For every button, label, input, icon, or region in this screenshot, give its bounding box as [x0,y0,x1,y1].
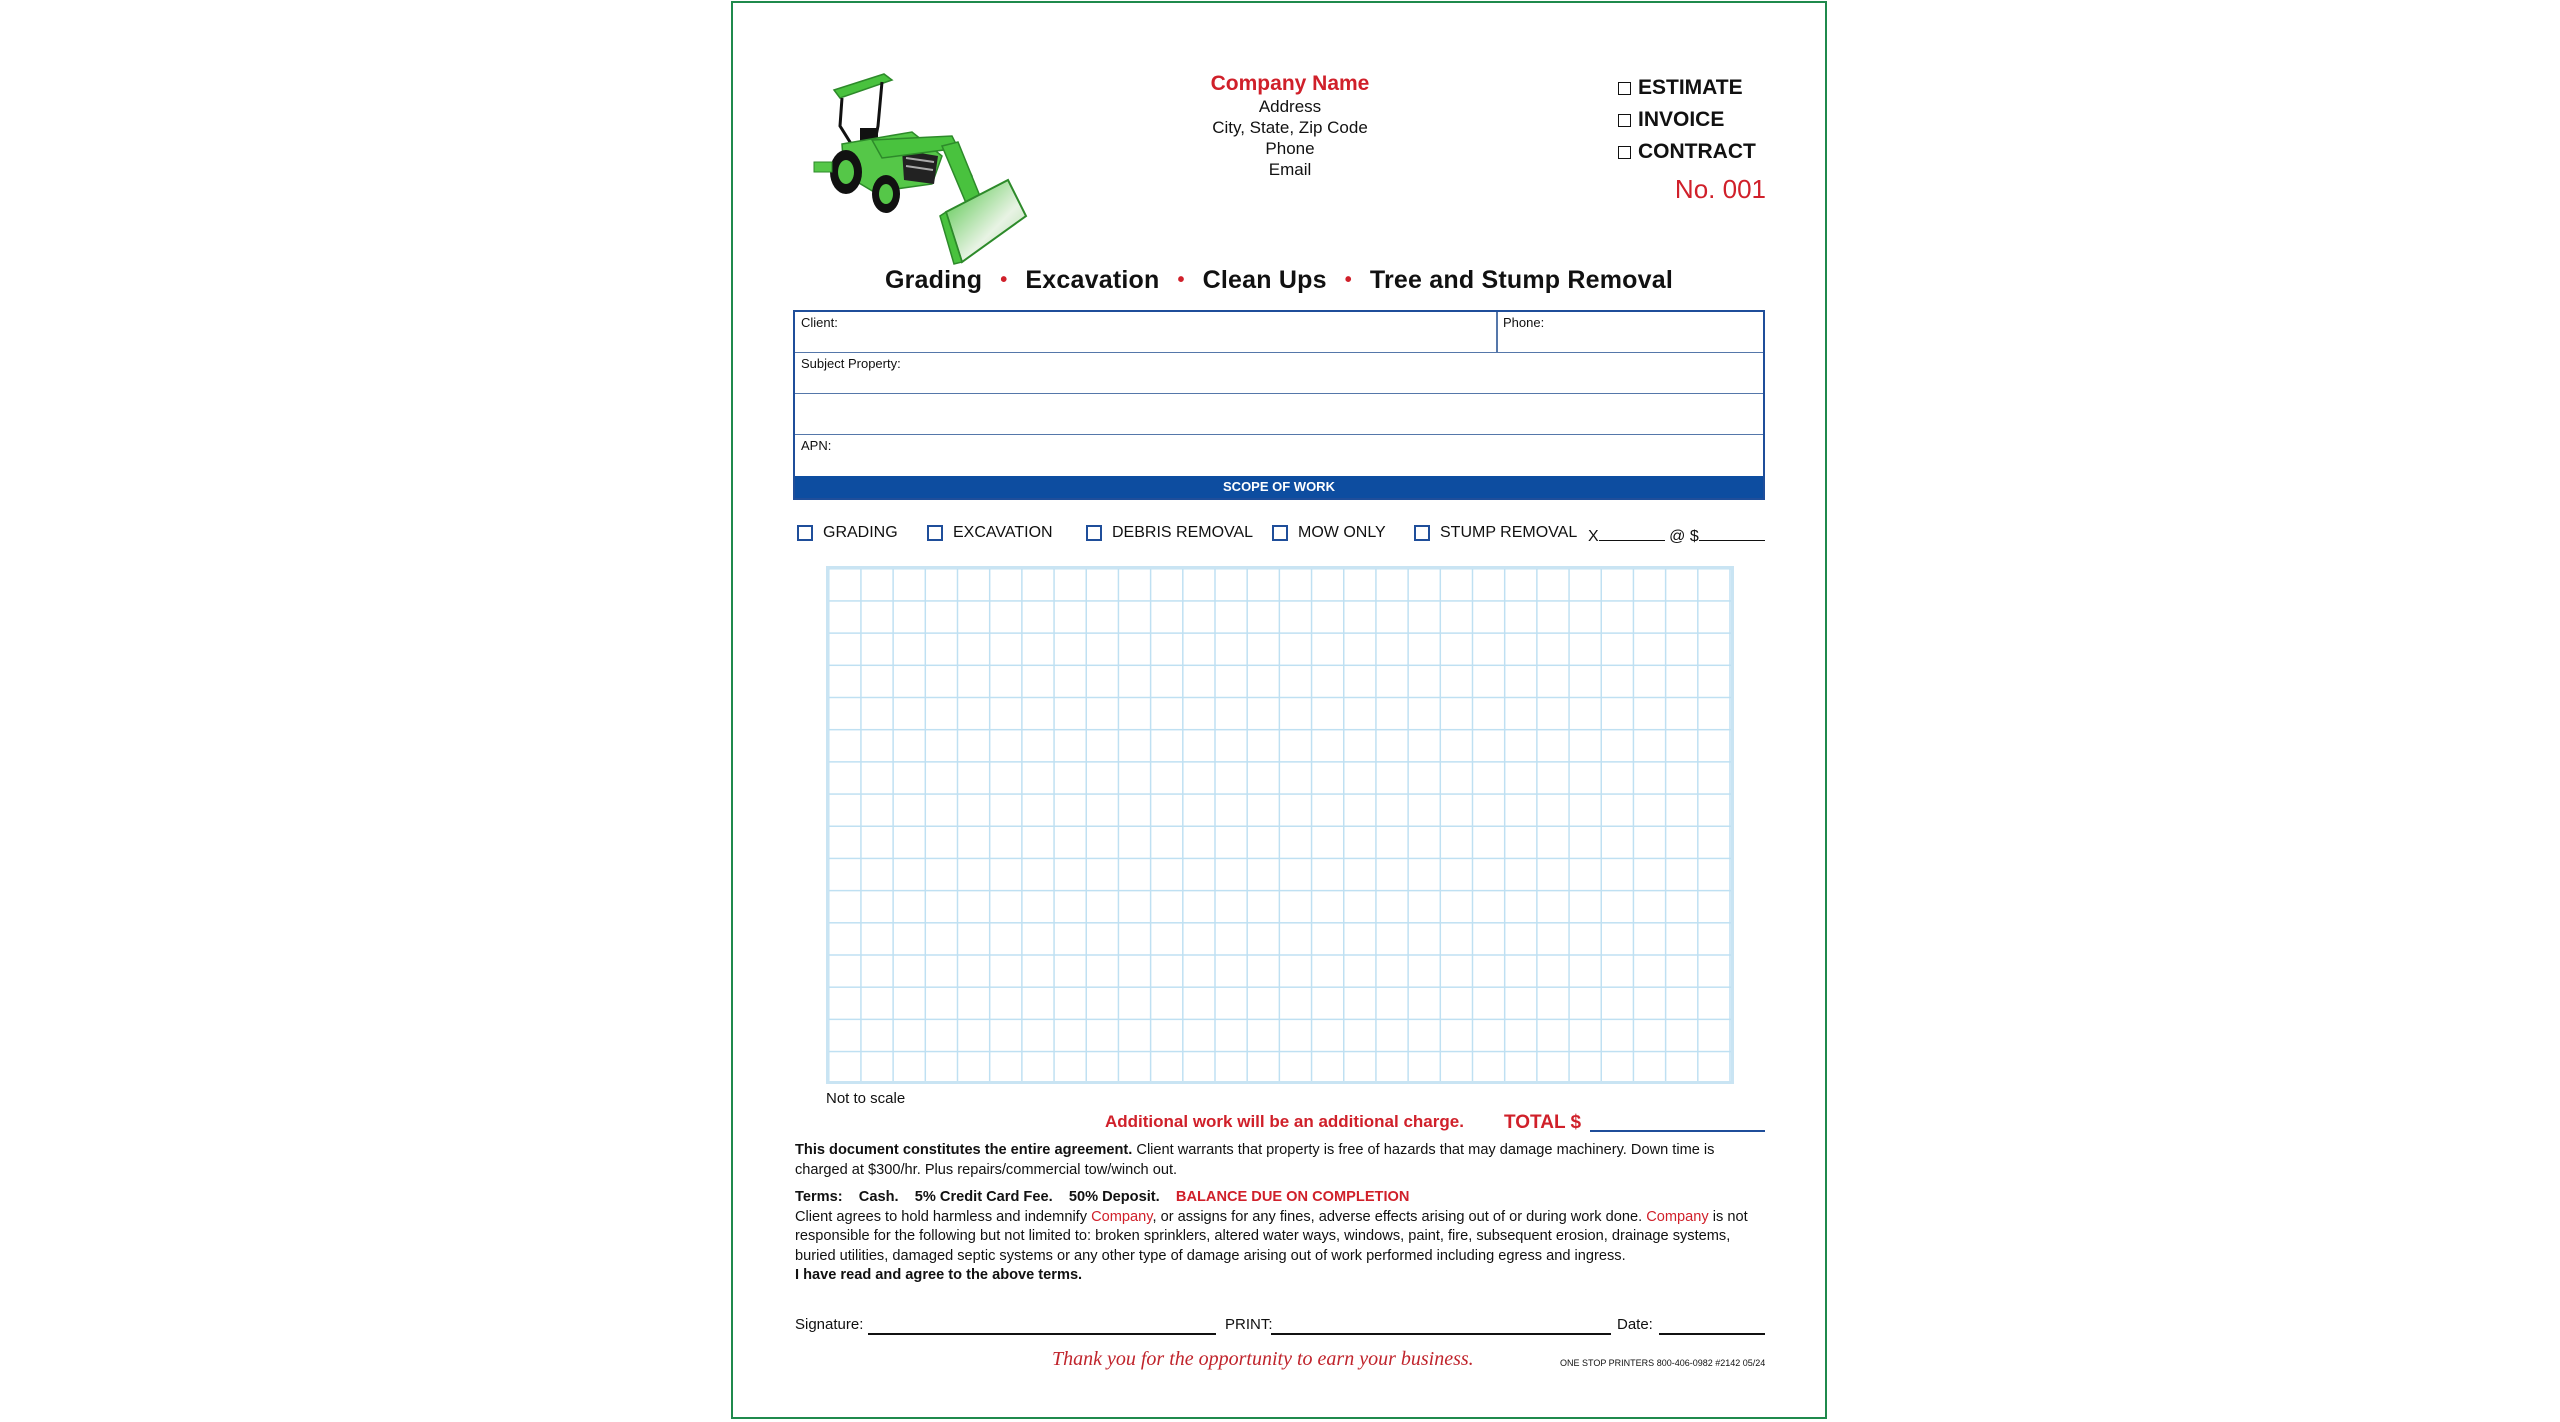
qty-prefix: X [1588,528,1599,545]
date-label: Date: [1617,1316,1653,1333]
divider [1496,312,1498,353]
signature-label: Signature: [795,1316,864,1333]
not-to-scale-note: Not to scale [826,1090,906,1107]
rate-blank[interactable] [1699,526,1765,541]
company-name: Company Name [1210,72,1370,95]
quantity-rate-field [1588,526,1765,546]
scope-option-stump-removal[interactable] [1414,524,1577,542]
bullet-icon: • [1000,269,1008,291]
agree-statement: I have read and agree to the above terms. [795,1267,1083,1283]
company-ref: Company [1091,1208,1153,1225]
thank-you-note: Thank you for the opportunity to earn your business. [1052,1348,1474,1370]
scope-option-label: GRADING [823,524,898,541]
liability-text: is not responsible for the following but not limited to: broken sprinklers, altered water ways, windows, paint, fire, subsequent erosion, drainage systems, buried utilities, damaged septic systems or any other type of damage arising out of work performed including egress and ingress. [795,1208,1748,1264]
quantity-blank[interactable] [1599,526,1665,541]
agreement-paragraph [795,1141,1765,1180]
scope-option-grading[interactable] [797,524,898,542]
scope-of-work-banner: SCOPE OF WORK [795,476,1763,498]
checkbox-icon[interactable] [1272,525,1288,541]
service-clean-ups: Clean Ups [1202,266,1327,294]
indemnity-text: , or assigns for any fines, adverse effects arising out of or during work done. [1152,1208,1647,1225]
payment-terms: Terms: Cash. 5% Credit Card Fee. 50% Deposit. [795,1189,1160,1205]
scope-option-mow-only[interactable] [1272,524,1386,542]
client-field[interactable] [795,312,1763,353]
document-number: No. 001 [1674,174,1766,204]
phone-label: Phone: [1503,315,1545,330]
bullet-icon: • [1177,269,1185,291]
print-name-line[interactable] [1271,1333,1611,1335]
service-grading: Grading [884,266,983,294]
subject-property-label: Subject Property: [801,356,901,371]
subject-property-field-line2[interactable] [795,394,1763,435]
checkbox-icon[interactable] [797,525,813,541]
signature-line[interactable] [868,1333,1216,1335]
checkbox-icon[interactable] [1618,146,1631,159]
service-excavation: Excavation [1025,266,1160,294]
company-address: Address [1258,97,1322,116]
apn-label: APN: [801,438,832,453]
doc-type-label: CONTRACT [1638,140,1756,163]
scope-options [797,524,1767,546]
print-label: PRINT: [1225,1316,1273,1333]
company-email: Email [1268,160,1312,179]
checkbox-icon[interactable] [1618,114,1631,127]
client-label: Client: [801,315,838,330]
balance-due-note: BALANCE DUE ON COMPLETION [1175,1189,1410,1205]
company-ref: Company [1646,1208,1709,1225]
terms-paragraph [795,1188,1765,1286]
doc-type-label: INVOICE [1638,108,1725,131]
scope-option-label: MOW ONLY [1298,524,1386,541]
total-label: TOTAL $ [1504,1112,1582,1133]
company-city-state-zip: City, State, Zip Code [1212,118,1368,137]
printer-credit: ONE STOP PRINTERS 800-406-0982 #2142 05/24 [1560,1358,1766,1368]
scope-option-label: DEBRIS REMOVAL [1112,524,1254,541]
scope-option-label: STUMP REMOVAL [1440,524,1578,541]
scope-option-excavation[interactable] [927,524,1053,542]
sketch-grid[interactable] [826,566,1734,1084]
additional-charge-note: Additional work will be an additional charge. [1105,1112,1464,1131]
scope-option-label: EXCAVATION [953,524,1053,541]
indemnity-text: Client agrees to hold harmless and indemnify [795,1208,1092,1225]
client-info-box [793,310,1765,500]
services-tagline [793,266,1765,295]
tractor-loader-icon [812,66,1032,266]
agreement-heading: This document constitutes the entire agreement. [795,1142,1133,1158]
checkbox-icon[interactable] [927,525,943,541]
signature-row [795,1316,1765,1338]
doc-type-contract[interactable] [1618,136,1778,168]
apn-field[interactable] [795,435,1763,475]
total-blank[interactable] [1590,1130,1765,1132]
rate-prefix: @ $ [1669,528,1699,545]
doc-type-label: ESTIMATE [1638,76,1743,99]
company-phone: Phone [1265,139,1315,158]
subject-property-field[interactable] [795,353,1763,394]
document-type-options [1618,72,1778,168]
doc-type-invoice[interactable] [1618,104,1778,136]
checkbox-icon[interactable] [1618,82,1631,95]
company-info [1140,72,1440,180]
checkbox-icon[interactable] [1086,525,1102,541]
checkbox-icon[interactable] [1414,525,1430,541]
service-tree-stump: Tree and Stump Removal [1369,266,1674,294]
scope-option-debris-removal[interactable] [1086,524,1253,542]
doc-type-estimate[interactable] [1618,72,1778,104]
bullet-icon: • [1344,269,1352,291]
date-line[interactable] [1659,1333,1765,1335]
agreement-text: Client warrants that property is free of hazards that may damage machinery. Down time is charged at $300/hr. Plus repairs/commercial tow/winch out. [795,1142,1715,1178]
